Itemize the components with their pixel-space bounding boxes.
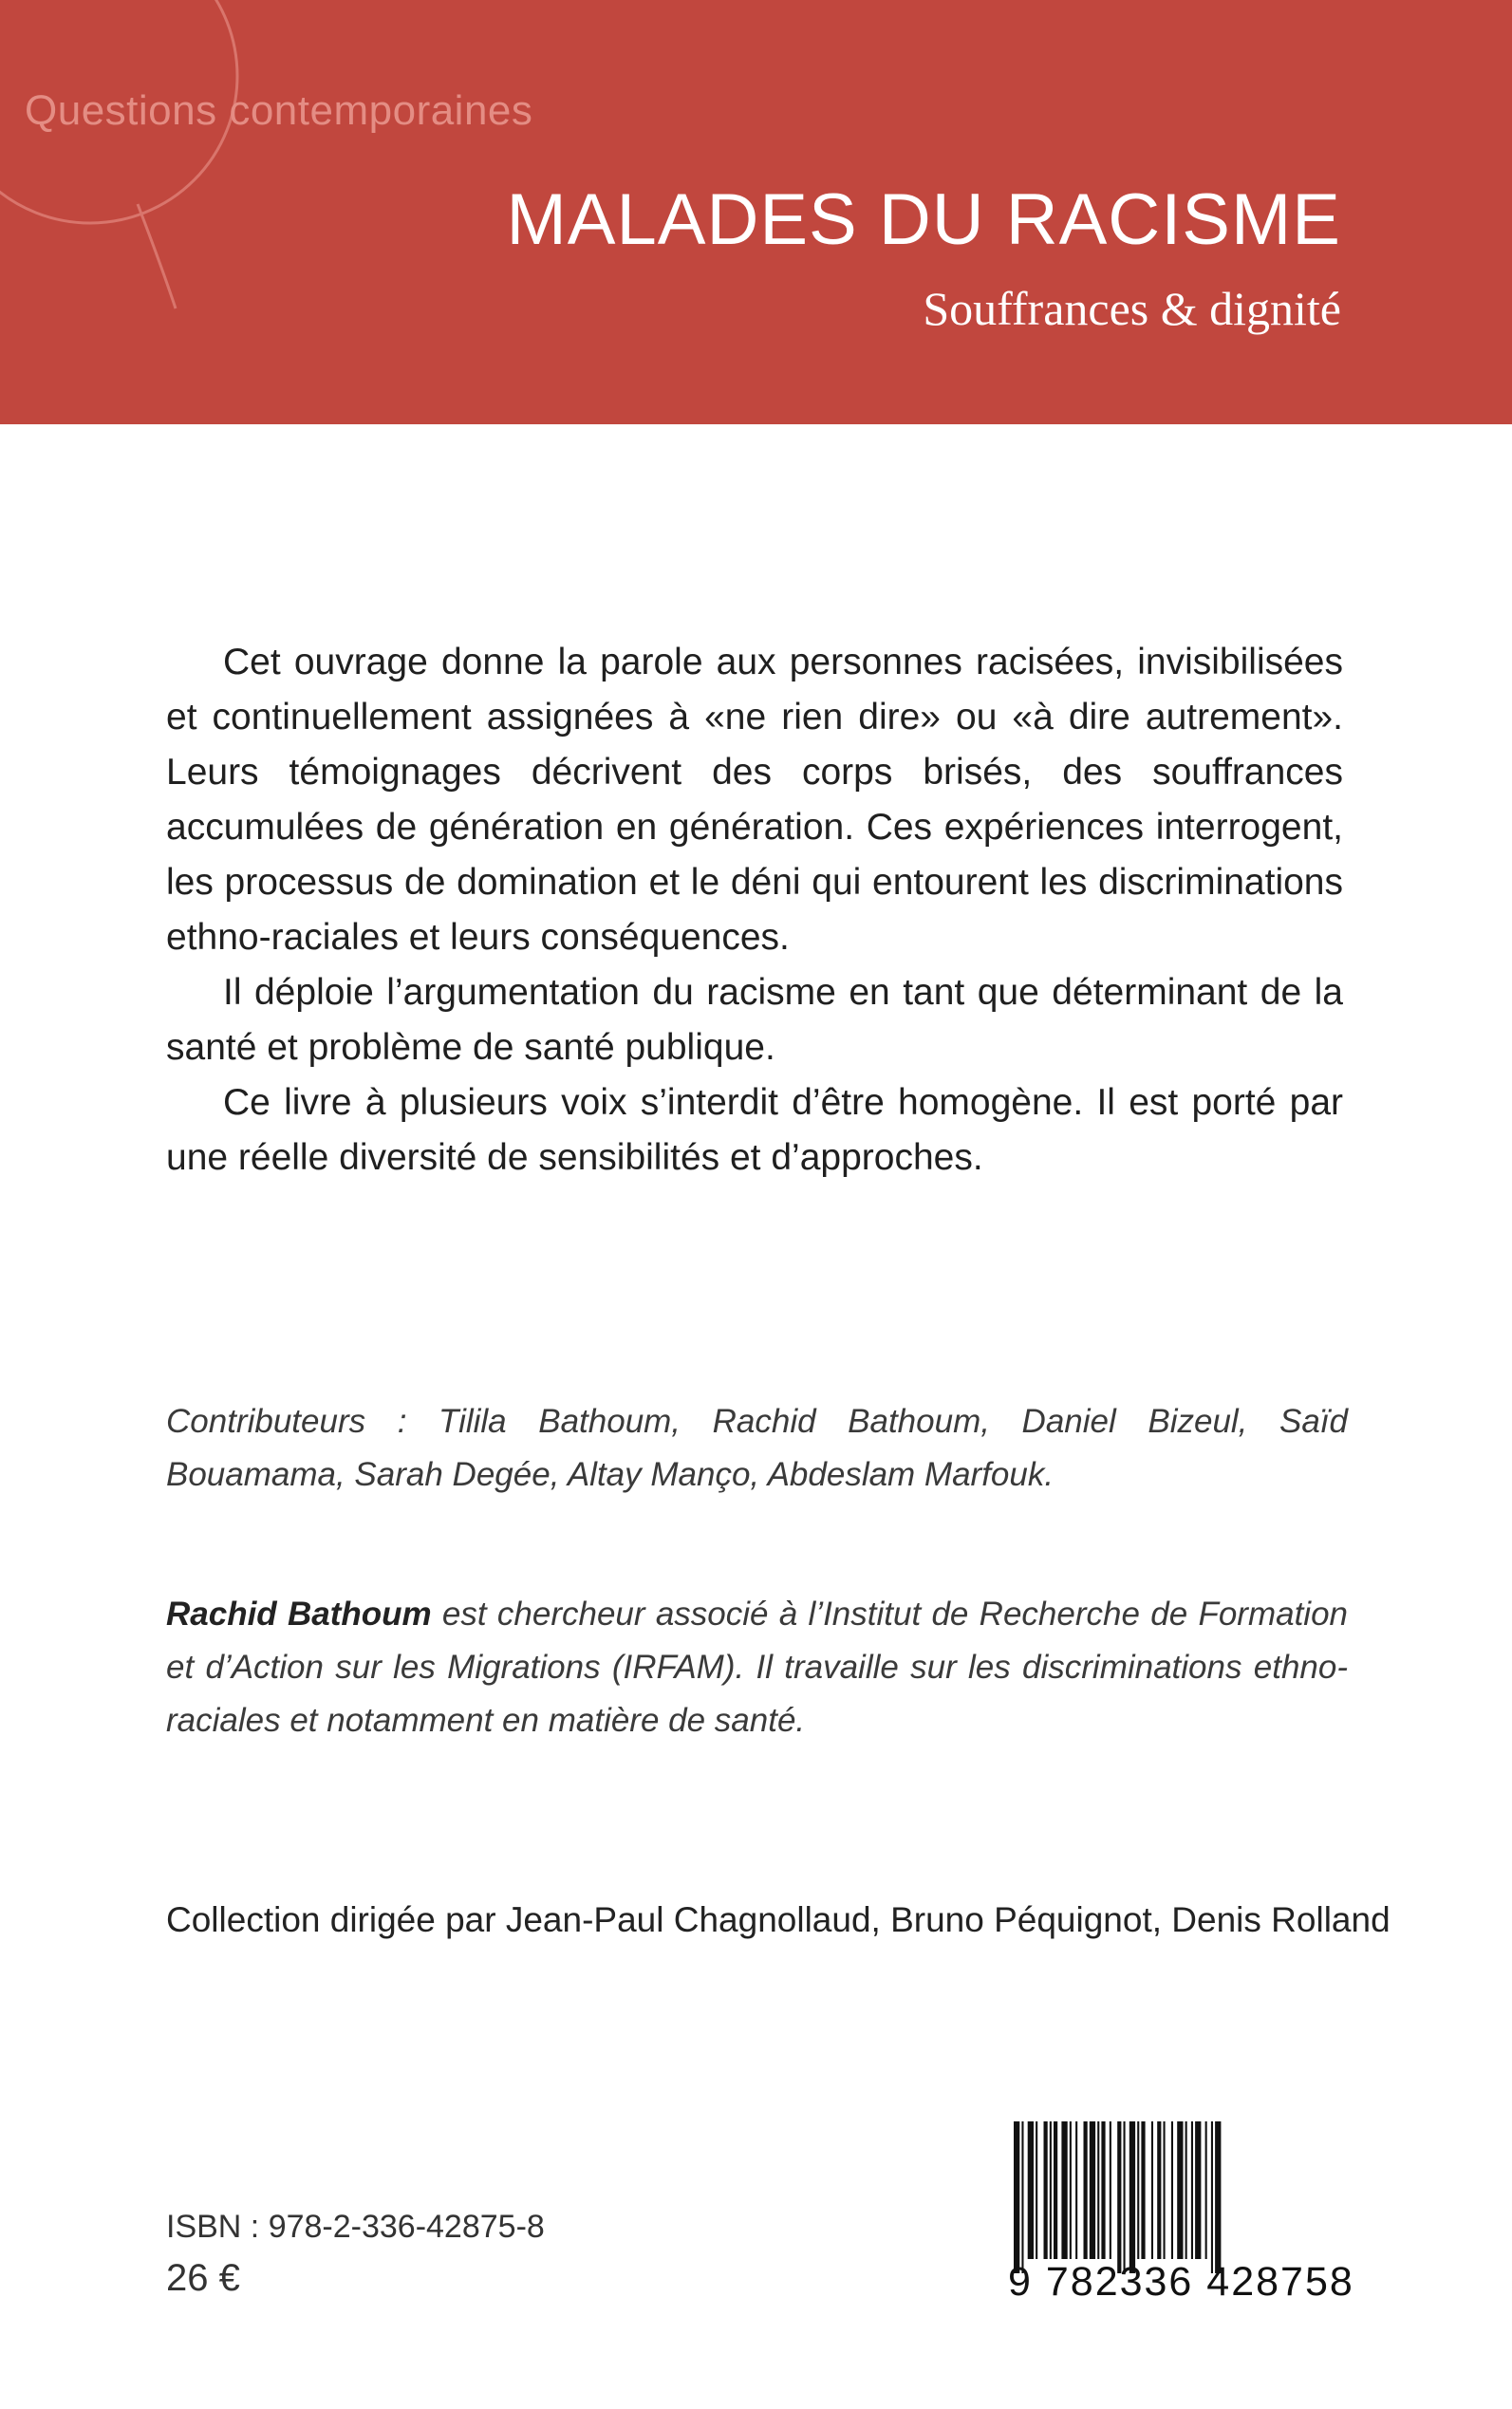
description-paragraph: Cet ouvrage donne la parole aux personnes racisées, invisibilisées et continuellement assignées à «ne rien dire» ou «à dire autrement». Leurs témoignages décrivent des corps brisés, des souffrances accumulées de génération en génération. Ces expériences interrogent, les processus de domination et le déni qui entourent les discriminations ethno-raciales et leurs conséquences. [166,642,1343,958]
book-title: MALADES DU RACISME [506,179,1341,260]
barcode-bar [1110,2121,1111,2259]
barcode-bar [1141,2121,1145,2259]
author-name: Rachid Bathoum [166,1596,432,1633]
barcode-bar [1185,2121,1187,2259]
description-paragraph: Il déploie l’argumentation du racisme en tant que déterminant de la santé et problème de santé publique. [166,972,1343,1068]
barcode-bar [1054,2121,1057,2259]
barcode-bar [1191,2121,1193,2259]
q-letter-logo [0,0,252,313]
author-bio-text: est chercheur associé à l’Institut de Recherche de Formation et d’Action sur les Migrations (IRFAM). Il travaille sur les discriminations ethno-raciales et notamment en matière de santé. [166,1596,1348,1739]
barcode-bar [1129,2121,1135,2273]
barcode-bar [1151,2121,1153,2259]
barcode-bar [1021,2121,1023,2273]
barcode-bar [1075,2121,1077,2259]
barcode-bar [1215,2121,1221,2273]
barcode-bar [1137,2121,1139,2259]
collection-editors: Collection dirigée par Jean-Paul Chagnollaud, Bruno Péquignot, Denis Rolland [166,1900,1391,1939]
barcode-bar [1124,2121,1126,2273]
barcode-bar [1157,2121,1161,2259]
barcode-bar [1164,2121,1166,2259]
barcode-bar [1044,2121,1048,2259]
barcode-bar [1195,2121,1201,2259]
barcode-bar [1177,2121,1183,2259]
barcode-bar [1117,2121,1121,2273]
price-label: 26 € [166,2257,240,2299]
barcode-bar [1101,2121,1105,2259]
contributors-list: Contributeurs : Tilila Bathoum, Rachid Bathoum, Daniel Bizeul, Saïd Bouamama, Sarah Degée, Altay Manço, Abdeslam Marfouk. [166,1403,1348,1493]
barcode-bar [1028,2121,1034,2259]
barcode-bar [1097,2121,1099,2259]
author-bio [166,1588,1348,1747]
barcode-bar [1211,2121,1213,2273]
barcode-bar [1070,2121,1072,2259]
isbn-label: ISBN : 978-2-336-42875-8 [166,2209,545,2245]
barcode-bar [1090,2121,1095,2259]
barcode-bar [1036,2121,1037,2259]
book-subtitle: Souffrances & dignité [923,282,1341,335]
series-name: Questions contemporaines [25,87,533,134]
barcode-bar [1205,2121,1207,2259]
barcode-bar [1084,2121,1088,2259]
cover-header-band [0,0,1512,424]
barcode-bar [1050,2121,1052,2259]
book-description [166,635,1343,1186]
barcode-digits: 9 782336 428758 [1008,2259,1354,2305]
barcode-bar [1061,2121,1067,2259]
barcode-bar [1171,2121,1173,2259]
barcode-bar [1014,2121,1019,2273]
description-paragraph: Ce livre à plusieurs voix s’interdit d’être homogène. Il est porté par une réelle diversité de sensibilités et d’approches. [166,1082,1343,1178]
